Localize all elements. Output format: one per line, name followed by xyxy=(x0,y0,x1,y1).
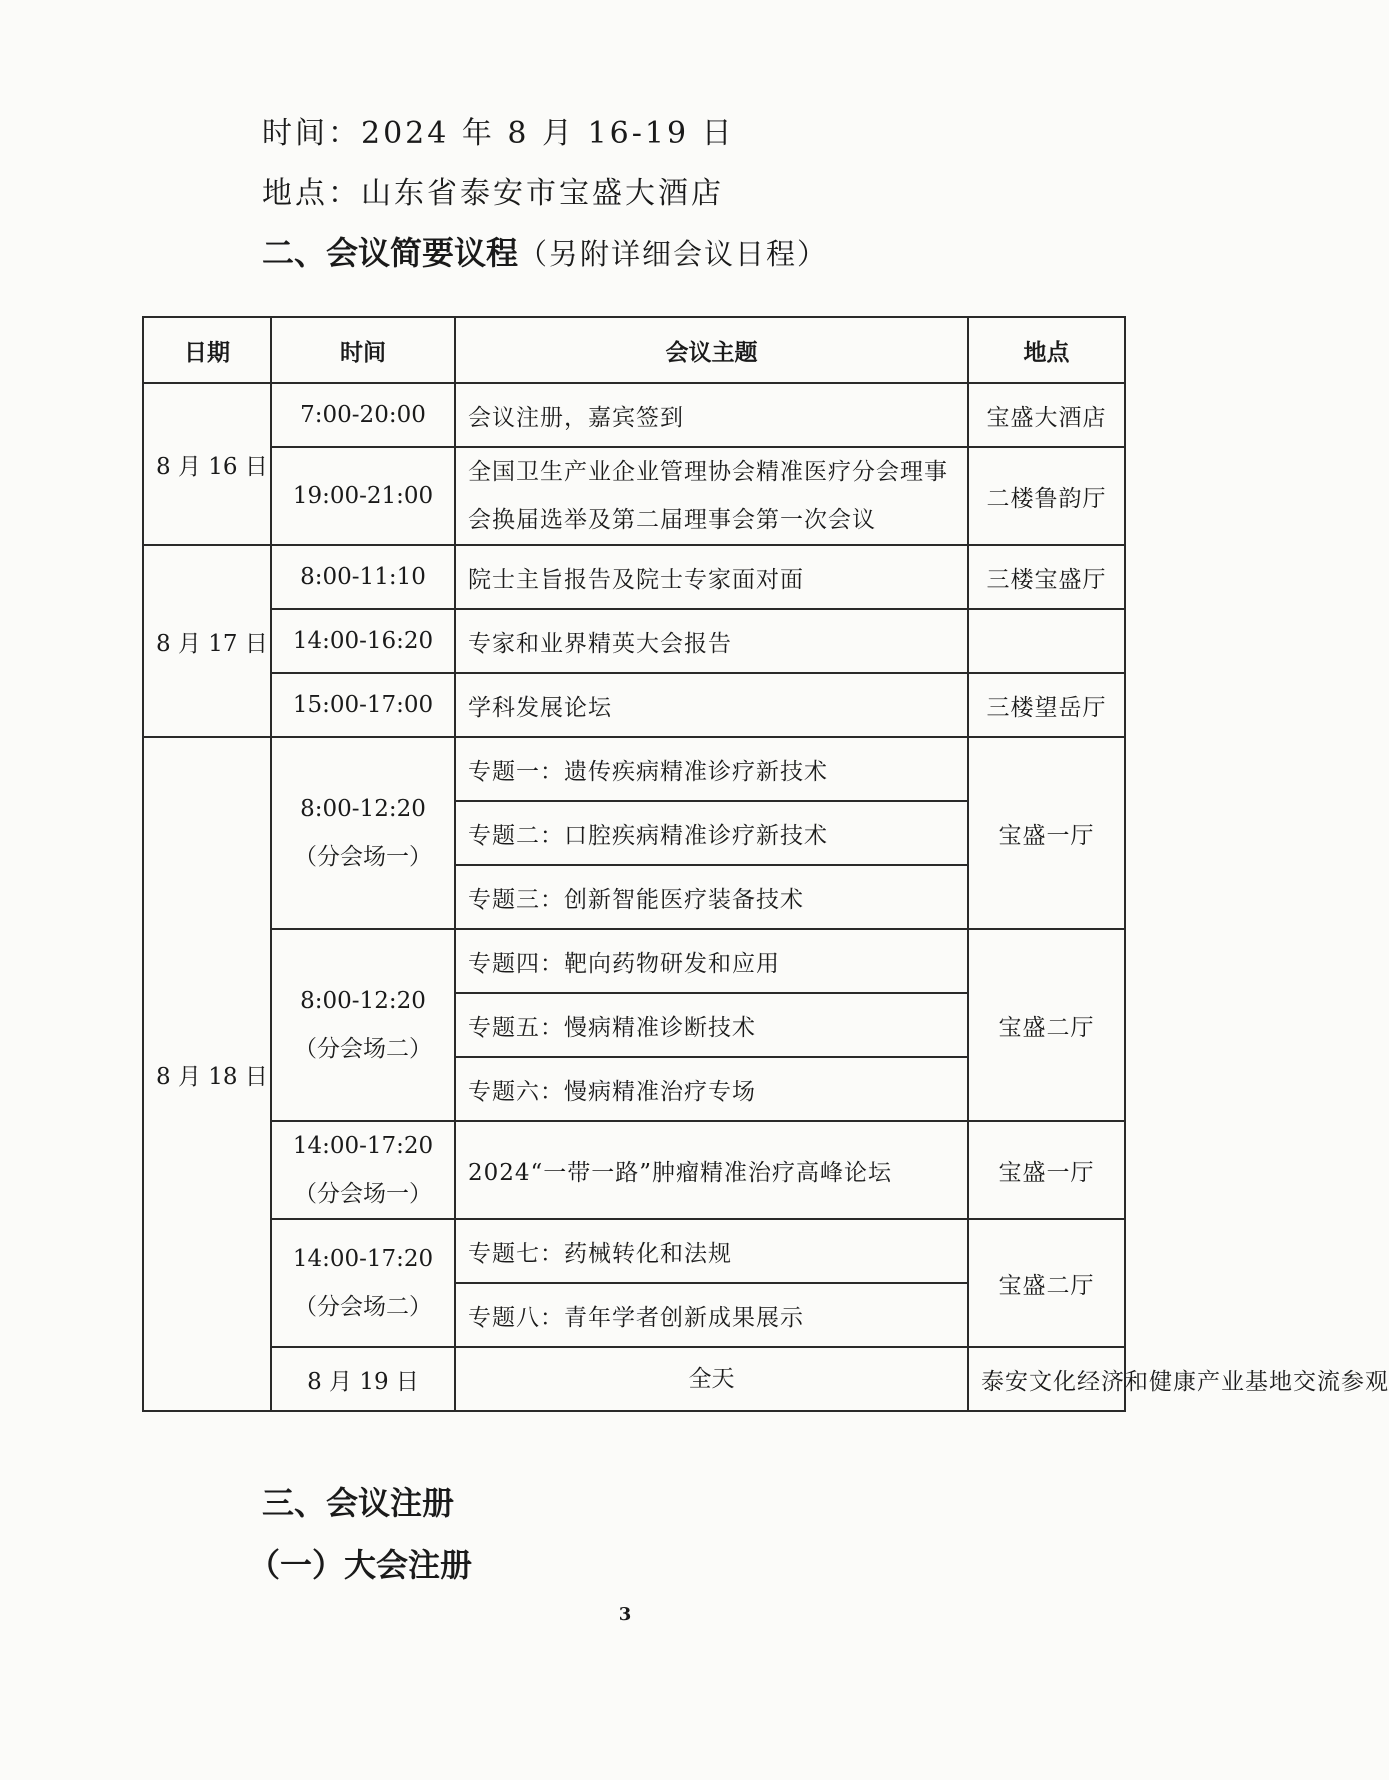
time-range: 8:00-12:20 xyxy=(300,796,426,822)
venue-cell: 宝盛一厅 xyxy=(968,737,1125,929)
table-row xyxy=(143,383,1125,447)
header-venue: 地点 xyxy=(968,317,1125,383)
session-label: （分会场二） xyxy=(294,1294,432,1320)
topic-cell: 2024“一带一路”肿瘤精准治疗高峰论坛 xyxy=(455,1121,968,1219)
session-label: （分会场一） xyxy=(294,844,432,870)
page-number: 3 xyxy=(618,1604,632,1625)
venue-cell: 三楼宝盛厅 xyxy=(968,545,1125,609)
table-row xyxy=(143,1121,1125,1219)
time-cell: 8:00-11:10 xyxy=(271,545,455,609)
topic-cell: 专题四：靶向药物研发和应用 xyxy=(455,929,968,993)
time-cell: 全天 xyxy=(455,1347,968,1411)
table-header-row xyxy=(143,317,1125,383)
venue-cell: 宝盛一厅 xyxy=(968,1121,1125,1219)
topic-cell: 专题五：慢病精准诊断技术 xyxy=(455,993,968,1057)
table-row xyxy=(143,737,1125,801)
time-range: 14:00-17:20 xyxy=(292,1246,434,1272)
table-row xyxy=(143,609,1125,673)
section-2-heading xyxy=(262,228,828,274)
topic-cell: 专题六：慢病精准治疗专场 xyxy=(455,1057,968,1121)
venue-cell: 宝盛二厅 xyxy=(968,929,1125,1121)
topic-cell: 专题二：口腔疾病精准诊疗新技术 xyxy=(455,801,968,865)
time-cell: 14:00-16:20 xyxy=(271,609,455,673)
topic-cell: 学科发展论坛 xyxy=(455,673,968,737)
venue-cell: 宝盛二厅 xyxy=(968,1219,1125,1347)
topic-cell: 全国卫生产业企业管理协会精准医疗分会理事会换届选举及第二届理事会第一次会议 xyxy=(455,447,968,545)
section-3-heading: 三、会议注册 xyxy=(262,1484,455,1522)
date-cell: 8 月 17 日 xyxy=(143,545,271,737)
time-cell xyxy=(271,1219,455,1347)
time-range: 8:00-12:20 xyxy=(300,988,426,1014)
venue-cell: 三楼望岳厅 xyxy=(968,673,1125,737)
section-2-title: 二、会议简要议程 xyxy=(262,234,519,272)
table-row xyxy=(143,1347,1125,1411)
topic-cell: 专题八：青年学者创新成果展示 xyxy=(455,1283,968,1347)
date-cell: 8 月 19 日 xyxy=(271,1347,455,1411)
topic-cell: 专题一：遗传疾病精准诊疗新技术 xyxy=(455,737,968,801)
session-label: （分会场一） xyxy=(294,1181,432,1207)
section-2-note: （另附详细会议日程） xyxy=(518,237,829,271)
time-cell: 19:00-21:00 xyxy=(271,447,455,545)
topic-cell: 专题三：创新智能医疗装备技术 xyxy=(455,865,968,929)
venue-cell: 二楼鲁韵厅 xyxy=(968,447,1125,545)
table-row xyxy=(143,1219,1125,1283)
date-cell: 8 月 18 日 xyxy=(143,737,271,1411)
topic-cell: 泰安文化经济和健康产业基地交流参观 xyxy=(968,1347,1125,1411)
session-label: （分会场二） xyxy=(294,1036,432,1062)
time-range: 14:00-17:20 xyxy=(292,1133,434,1159)
venue-cell xyxy=(968,609,1125,673)
topic-cell: 院士主旨报告及院士专家面对面 xyxy=(455,545,968,609)
header-time: 时间 xyxy=(271,317,455,383)
agenda-table xyxy=(142,316,1389,1412)
topic-cell: 专家和业界精英大会报告 xyxy=(455,609,968,673)
date-cell: 8 月 16 日 xyxy=(143,383,271,545)
table-row xyxy=(143,673,1125,737)
meeting-time: 时间：2024 年 8 月 16-19 日 xyxy=(262,116,735,151)
venue-cell: 宝盛大酒店 xyxy=(968,383,1125,447)
topic-cell: 会议注册，嘉宾签到 xyxy=(455,383,968,447)
time-cell xyxy=(271,737,455,929)
section-3-1-heading: （一）大会注册 xyxy=(248,1546,473,1584)
time-cell: 7:00-20:00 xyxy=(271,383,455,447)
header-date: 日期 xyxy=(143,317,271,383)
meeting-location: 地点：山东省泰安市宝盛大酒店 xyxy=(262,176,724,211)
table-row xyxy=(143,447,1125,545)
time-cell xyxy=(271,1121,455,1219)
time-cell xyxy=(271,929,455,1121)
table-row xyxy=(143,545,1125,609)
topic-cell: 专题七：药械转化和法规 xyxy=(455,1219,968,1283)
time-cell: 15:00-17:00 xyxy=(271,673,455,737)
table-row xyxy=(143,929,1125,993)
header-topic: 会议主题 xyxy=(455,317,968,383)
